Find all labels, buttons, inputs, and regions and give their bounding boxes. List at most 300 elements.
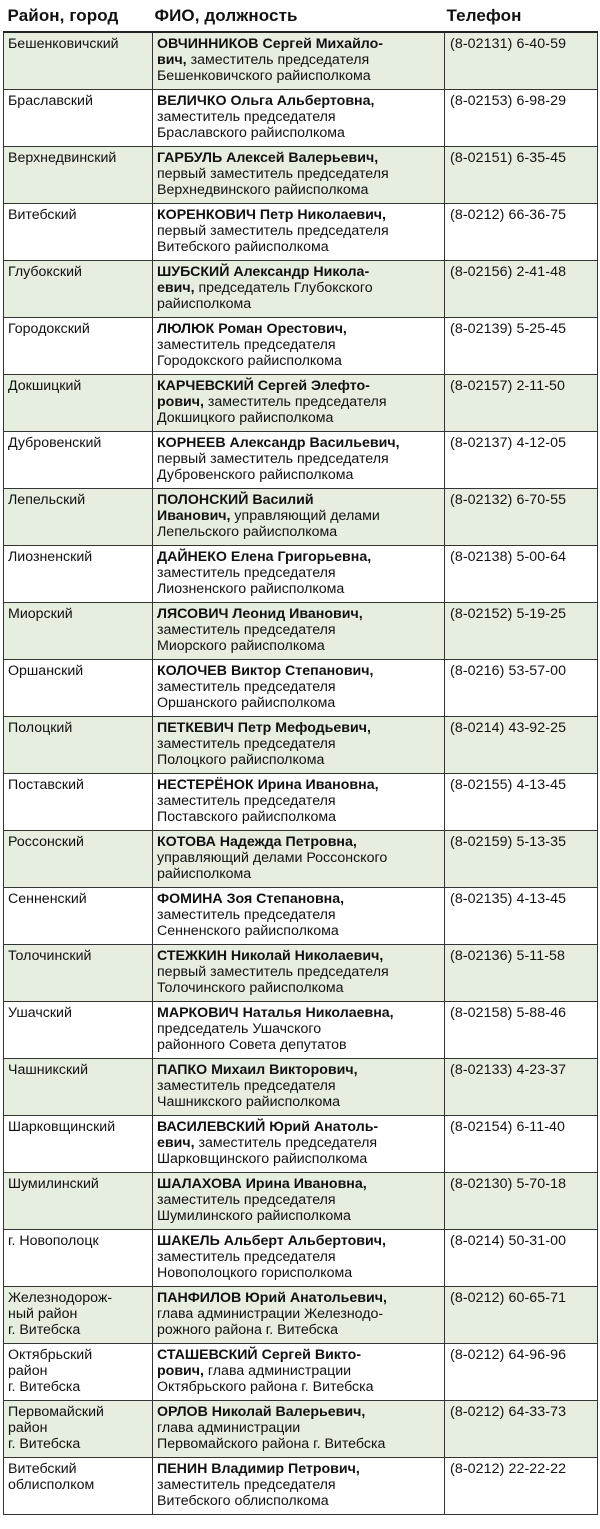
- district-name-line: Полоцкий: [8, 719, 73, 736]
- person-line: [157, 980, 441, 996]
- table-row: [4, 32, 598, 89]
- person-name: КОТОВА Надежда Петровна,: [157, 833, 357, 850]
- person-position: Лиозненского райисполкома: [157, 580, 345, 597]
- district-cell: [4, 1115, 153, 1172]
- person-cell: [153, 1286, 445, 1343]
- district-name-line: Городокский: [8, 320, 90, 337]
- phone-number: (8-02138) 5-00-64: [445, 545, 598, 602]
- table-row: [4, 944, 598, 1001]
- phone-number: (8-0214) 50-31-00: [445, 1229, 598, 1286]
- person-name: ПОЛОНСКИЙ Василий: [157, 491, 314, 508]
- person-position: рожного района г. Витебска: [157, 1321, 339, 1338]
- person-line: [157, 182, 441, 198]
- person-line: [157, 492, 441, 508]
- table-row: [4, 1343, 598, 1400]
- district-cell: [4, 431, 153, 488]
- person-line: [157, 1493, 441, 1509]
- person-line: [157, 1119, 441, 1135]
- district-cell: [4, 545, 153, 602]
- person-line: [157, 410, 441, 426]
- district-name-line: Витебский: [8, 1460, 77, 1477]
- district-cell: [4, 317, 153, 374]
- column-header-person: ФИО, должность: [153, 0, 445, 32]
- table-row: [4, 374, 598, 431]
- person-name: ПАНФИЛОВ Юрий Анатольевич,: [157, 1289, 387, 1306]
- person-line: [157, 1477, 441, 1493]
- district-cell: [4, 1457, 153, 1514]
- person-cell: [153, 1001, 445, 1058]
- person-line: [157, 207, 441, 223]
- person-line: [157, 1322, 441, 1338]
- table-body: [4, 32, 598, 1514]
- phone-number: (8-02153) 6-98-29: [445, 89, 598, 146]
- table-row: [4, 1001, 598, 1058]
- table-row: [4, 1115, 598, 1172]
- phone-number: (8-0212) 66-36-75: [445, 203, 598, 260]
- person-line: [157, 622, 441, 638]
- table-row: [4, 659, 598, 716]
- person-position: глава администрации Железнодо-: [157, 1305, 384, 1322]
- phone-number: (8-02159) 5-13-35: [445, 830, 598, 887]
- person-name: ВЕЛИЧКО Ольга Альбертовна,: [157, 92, 375, 109]
- person-line: [157, 524, 441, 540]
- person-position: председатель Ушачского: [157, 1020, 322, 1037]
- district-name-line: Октябрьский: [8, 1346, 93, 1363]
- phone-number: (8-02139) 5-25-45: [445, 317, 598, 374]
- person-position: Витебского райисполкома: [157, 238, 329, 255]
- table-row: [4, 146, 598, 203]
- person-position: заместитель председателя: [157, 792, 336, 809]
- person-position: заместитель председателя: [157, 1077, 336, 1094]
- phone-number: (8-02152) 5-19-25: [445, 602, 598, 659]
- district-name-line: облисполком: [8, 1476, 95, 1493]
- person-line: [157, 353, 441, 369]
- person-line: [157, 1192, 441, 1208]
- district-cell: [4, 1172, 153, 1229]
- person-cell: [153, 1058, 445, 1115]
- table-row: [4, 317, 598, 374]
- person-line: [157, 809, 441, 825]
- district-name-line: район: [8, 1419, 48, 1436]
- person-position: заместитель председателя: [203, 393, 387, 410]
- district-cell: [4, 1058, 153, 1115]
- table-row: [4, 1286, 598, 1343]
- table-header: [4, 0, 598, 32]
- table-row: [4, 887, 598, 944]
- table-row: [4, 1457, 598, 1514]
- person-line: [157, 394, 441, 410]
- district-cell: [4, 374, 153, 431]
- district-name-line: г. Витебска: [8, 1435, 81, 1452]
- person-line: [157, 280, 441, 296]
- person-name: КАРЧЕВСКИЙ Сергей Элефто-: [157, 377, 370, 394]
- person-line: [157, 296, 441, 312]
- person-position: районного Совета депутатов: [157, 1036, 347, 1053]
- person-line: [157, 1363, 441, 1379]
- person-line: [157, 435, 441, 451]
- person-line: [157, 52, 441, 68]
- person-name: КОЛОЧЕВ Виктор Степанович,: [157, 662, 374, 679]
- district-name-line: Первомайский: [8, 1403, 104, 1420]
- person-line: [157, 1176, 441, 1192]
- column-header-phone: Телефон: [445, 0, 598, 32]
- table-row: [4, 1400, 598, 1457]
- person-position: управляющий делами Россонского: [157, 849, 388, 866]
- table-row: [4, 773, 598, 830]
- table-row: [4, 488, 598, 545]
- person-name: ШАКЕЛЬ Альберт Альбертович,: [157, 1232, 386, 1249]
- district-name-line: Оршанский: [8, 662, 84, 679]
- person-name: ОВЧИННИКОВ Сергей Михайло-: [157, 36, 384, 52]
- person-line: [157, 1094, 441, 1110]
- person-line: [157, 891, 441, 907]
- person-cell: [153, 1343, 445, 1400]
- person-cell: [153, 431, 445, 488]
- district-cell: [4, 89, 153, 146]
- person-line: [157, 1290, 441, 1306]
- person-line: [157, 508, 441, 524]
- person-position: Витебского облисполкома: [157, 1492, 329, 1509]
- phone-number: (8-02131) 6-40-59: [445, 32, 598, 89]
- person-position: заместитель председателя: [157, 108, 336, 125]
- person-position: заместитель председателя: [157, 564, 336, 581]
- person-position: Октябрьского района г. Витебска: [157, 1378, 374, 1395]
- district-cell: [4, 1286, 153, 1343]
- phone-number: (8-02151) 6-35-45: [445, 146, 598, 203]
- person-line: [157, 638, 441, 654]
- district-cell: [4, 659, 153, 716]
- person-line: [157, 1135, 441, 1151]
- person-line: [157, 777, 441, 793]
- table-row: [4, 602, 598, 659]
- district-cell: [4, 944, 153, 1001]
- person-line: [157, 1347, 441, 1363]
- person-name: вич,: [157, 52, 187, 69]
- phone-number: (8-0212) 64-96-96: [445, 1343, 598, 1400]
- person-position: заместитель председателя: [157, 735, 336, 752]
- person-line: [157, 1021, 441, 1037]
- person-position: первый заместитель председателя: [157, 963, 389, 980]
- person-line: [157, 736, 441, 752]
- phone-number: (8-02155) 4-13-45: [445, 773, 598, 830]
- person-position: райисполкома: [157, 295, 252, 312]
- phone-number: (8-0216) 53-57-00: [445, 659, 598, 716]
- district-cell: [4, 602, 153, 659]
- person-position: Браславского райисполкома: [157, 124, 345, 141]
- person-position: управляющий делами: [230, 507, 380, 524]
- person-position: первый заместитель председателя: [157, 450, 389, 467]
- district-name-line: Бешенковичский: [8, 36, 119, 52]
- person-line: [157, 1306, 441, 1322]
- person-position: Лепельского райисполкома: [157, 523, 338, 540]
- person-cell: [153, 773, 445, 830]
- district-name-line: Верхнедвинский: [8, 149, 117, 166]
- district-name-line: Глубокский: [8, 263, 82, 280]
- district-cell: [4, 830, 153, 887]
- person-name: ФОМИНА Зоя Степановна,: [157, 890, 345, 907]
- person-line: [157, 223, 441, 239]
- district-cell: [4, 146, 153, 203]
- person-line: [157, 964, 441, 980]
- district-name-line: Витебский: [8, 206, 77, 223]
- district-name-line: г. Витебска: [8, 1321, 81, 1338]
- person-cell: [153, 602, 445, 659]
- person-line: [157, 1078, 441, 1094]
- person-position: заместитель председателя: [157, 1248, 336, 1265]
- phone-number: (8-0212) 22-22-22: [445, 1457, 598, 1514]
- person-cell: [153, 1172, 445, 1229]
- phone-number: (8-02137) 4-12-05: [445, 431, 598, 488]
- person-line: [157, 378, 441, 394]
- table-row: [4, 1229, 598, 1286]
- person-position: Оршанского райисполкома: [157, 694, 336, 711]
- person-cell: [153, 203, 445, 260]
- person-position: Толочинского райисполкома: [157, 979, 344, 996]
- phone-number: (8-0212) 60-65-71: [445, 1286, 598, 1343]
- phone-number: (8-02135) 4-13-45: [445, 887, 598, 944]
- person-name: ШАЛАХОВА Ирина Ивановна,: [157, 1175, 367, 1192]
- district-cell: [4, 1229, 153, 1286]
- person-name: ПАПКО Михаил Викторович,: [157, 1061, 358, 1078]
- table-row: [4, 260, 598, 317]
- district-name-line: ный район: [8, 1305, 78, 1322]
- district-cell: [4, 488, 153, 545]
- person-name: СТАШЕВСКИЙ Сергей Викто-: [157, 1346, 362, 1363]
- table-row: [4, 89, 598, 146]
- person-name: СТЕЖКИН Николай Николаевич,: [157, 947, 384, 964]
- person-position: Городокского райисполкома: [157, 352, 342, 369]
- phone-number: (8-02132) 6-70-55: [445, 488, 598, 545]
- district-name-line: Лиозненский: [8, 548, 93, 565]
- person-cell: [153, 887, 445, 944]
- person-name: МАРКОВИЧ Наталья Николаевна,: [157, 1004, 394, 1021]
- person-name: рович,: [157, 1362, 204, 1379]
- person-line: [157, 720, 441, 736]
- person-line: [157, 1436, 441, 1452]
- person-position: глава администрации: [157, 1419, 301, 1436]
- person-name: евич,: [157, 1134, 195, 1151]
- person-position: Новополоцкого горисполкома: [157, 1264, 353, 1281]
- person-line: [157, 850, 441, 866]
- person-line: [157, 1420, 441, 1436]
- person-line: [157, 549, 441, 565]
- person-position: райисполкома: [157, 865, 252, 882]
- table-row: [4, 203, 598, 260]
- person-position: заместитель председателя: [157, 678, 336, 695]
- phone-number: (8-02157) 2-11-50: [445, 374, 598, 431]
- district-name-line: Сенненский: [8, 890, 87, 907]
- table-row: [4, 716, 598, 773]
- person-line: [157, 1233, 441, 1249]
- person-line: [157, 1404, 441, 1420]
- district-name-line: Докшицкий: [8, 377, 82, 394]
- person-name: ПЕНИН Владимир Петрович,: [157, 1460, 360, 1477]
- person-line: [157, 923, 441, 939]
- person-name: ПЕТКЕВИЧ Петр Мефодьевич,: [157, 719, 371, 736]
- person-line: [157, 1037, 441, 1053]
- person-line: [157, 1208, 441, 1224]
- person-position: глава администрации: [203, 1362, 352, 1379]
- person-position: заместитель председателя: [157, 621, 336, 638]
- person-position: Шарковщинского райисполкома: [157, 1150, 368, 1167]
- person-cell: [153, 89, 445, 146]
- person-name: ЛЯСОВИЧ Леонид Иванович,: [157, 605, 363, 622]
- person-position: первый заместитель председателя: [157, 222, 389, 239]
- phone-number: (8-02130) 5-70-18: [445, 1172, 598, 1229]
- person-cell: [153, 317, 445, 374]
- person-name: ДАЙНЕКО Елена Григорьевна,: [157, 548, 372, 565]
- person-position: заместитель председателя: [186, 52, 370, 69]
- person-line: [157, 337, 441, 353]
- person-position: Сенненского райисполкома: [157, 922, 339, 939]
- person-name: ЛЮЛЮК Роман Орестович,: [157, 320, 347, 337]
- person-position: первый заместитель председателя: [157, 165, 389, 182]
- person-line: [157, 1062, 441, 1078]
- person-position: заместитель председателя: [157, 336, 336, 353]
- person-line: [157, 695, 441, 711]
- person-line: [157, 663, 441, 679]
- person-line: [157, 866, 441, 882]
- district-name-line: г. Новополоцк: [8, 1232, 99, 1249]
- district-name-line: Толочинский: [8, 947, 92, 964]
- person-name: евич,: [157, 279, 195, 296]
- person-cell: [153, 260, 445, 317]
- person-line: [157, 93, 441, 109]
- person-cell: [153, 1400, 445, 1457]
- person-cell: [153, 1115, 445, 1172]
- person-cell: [153, 32, 445, 89]
- district-name-line: Россонский: [8, 833, 84, 850]
- district-name-line: Ушачский: [8, 1004, 72, 1021]
- person-position: председатель Глубокского: [194, 279, 373, 296]
- person-line: [157, 679, 441, 695]
- district-name-line: г. Витебска: [8, 1378, 81, 1395]
- person-position: Верхнедвинского райисполкома: [157, 181, 369, 198]
- person-position: заместитель председателя: [157, 1476, 336, 1493]
- person-line: [157, 581, 441, 597]
- phone-number: (8-02154) 6-11-40: [445, 1115, 598, 1172]
- person-position: заместитель председателя: [194, 1134, 378, 1151]
- district-cell: [4, 1343, 153, 1400]
- person-line: [157, 451, 441, 467]
- district-name-line: Железнодорож-: [8, 1289, 113, 1306]
- person-cell: [153, 1229, 445, 1286]
- person-position: заместитель председателя: [157, 1191, 336, 1208]
- person-line: [157, 606, 441, 622]
- district-cell: [4, 203, 153, 260]
- person-position: Чашникского райисполкома: [157, 1093, 341, 1110]
- person-cell: [153, 659, 445, 716]
- person-line: [157, 907, 441, 923]
- person-name: КОРЕНКОВИЧ Петр Николаевич,: [157, 206, 386, 223]
- district-cell: [4, 716, 153, 773]
- phone-number: (8-02133) 4-23-37: [445, 1058, 598, 1115]
- district-cell: [4, 773, 153, 830]
- district-name-line: Поставский: [8, 776, 84, 793]
- person-position: заместитель председателя: [157, 906, 336, 923]
- person-line: [157, 321, 441, 337]
- person-line: [157, 1151, 441, 1167]
- person-position: Миорского райисполкома: [157, 637, 325, 654]
- person-line: [157, 239, 441, 255]
- table-row: [4, 1058, 598, 1115]
- person-line: [157, 834, 441, 850]
- person-line: [157, 150, 441, 166]
- table-row: [4, 830, 598, 887]
- table-row: [4, 431, 598, 488]
- person-position: Первомайского района г. Витебска: [157, 1435, 386, 1452]
- district-name-line: Шумилинский: [8, 1175, 99, 1192]
- person-position: Полоцкого райисполкома: [157, 751, 325, 768]
- person-line: [157, 68, 441, 84]
- person-cell: [153, 545, 445, 602]
- district-cell: [4, 887, 153, 944]
- person-name: рович,: [157, 393, 204, 410]
- person-line: [157, 948, 441, 964]
- person-line: [157, 36, 441, 52]
- person-position: Бешенковичского райисполкома: [157, 68, 371, 85]
- contacts-table: [3, 0, 598, 1515]
- person-name: КОРНЕЕВ Александр Васильевич,: [157, 434, 400, 451]
- person-position: Поставского райисполкома: [157, 808, 336, 825]
- person-position: Докшицкого райисполкома: [157, 409, 334, 426]
- person-name: ОРЛОВ Николай Валерьевич,: [157, 1403, 366, 1420]
- person-line: [157, 1265, 441, 1281]
- person-cell: [153, 944, 445, 1001]
- district-cell: [4, 1400, 153, 1457]
- person-cell: [153, 1457, 445, 1514]
- phone-number: (8-0214) 43-92-25: [445, 716, 598, 773]
- person-line: [157, 1249, 441, 1265]
- person-line: [157, 565, 441, 581]
- district-name-line: Дубровенский: [8, 434, 102, 451]
- person-name: ШУБСКИЙ Александр Никола-: [157, 263, 370, 280]
- person-name: Иванович,: [157, 507, 231, 524]
- table-row: [4, 1172, 598, 1229]
- phone-number: (8-02158) 5-88-46: [445, 1001, 598, 1058]
- phone-number: (8-02136) 5-11-58: [445, 944, 598, 1001]
- person-line: [157, 752, 441, 768]
- person-line: [157, 109, 441, 125]
- district-cell: [4, 260, 153, 317]
- district-cell: [4, 32, 153, 89]
- person-line: [157, 467, 441, 483]
- district-name-line: район: [8, 1362, 48, 1379]
- person-line: [157, 264, 441, 280]
- person-cell: [153, 146, 445, 203]
- phone-number: (8-02156) 2-41-48: [445, 260, 598, 317]
- phone-number: (8-0212) 64-33-73: [445, 1400, 598, 1457]
- person-cell: [153, 830, 445, 887]
- district-name-line: Миорский: [8, 605, 73, 622]
- district-name-line: Шарковщинский: [8, 1118, 116, 1135]
- district-name-line: Лепельский: [8, 491, 86, 508]
- person-cell: [153, 488, 445, 545]
- district-name-line: Браславский: [8, 92, 93, 109]
- person-position: Дубровенского райисполкома: [157, 466, 354, 483]
- person-line: [157, 793, 441, 809]
- table-row: [4, 545, 598, 602]
- person-position: Шумилинского райисполкома: [157, 1207, 351, 1224]
- person-name: ГАРБУЛЬ Алексей Валерьевич,: [157, 149, 379, 166]
- person-name: НЕСТЕРЁНОК Ирина Ивановна,: [157, 776, 379, 793]
- person-cell: [153, 374, 445, 431]
- district-name-line: Чашникский: [8, 1061, 89, 1078]
- person-line: [157, 125, 441, 141]
- person-line: [157, 166, 441, 182]
- person-line: [157, 1379, 441, 1395]
- person-line: [157, 1461, 441, 1477]
